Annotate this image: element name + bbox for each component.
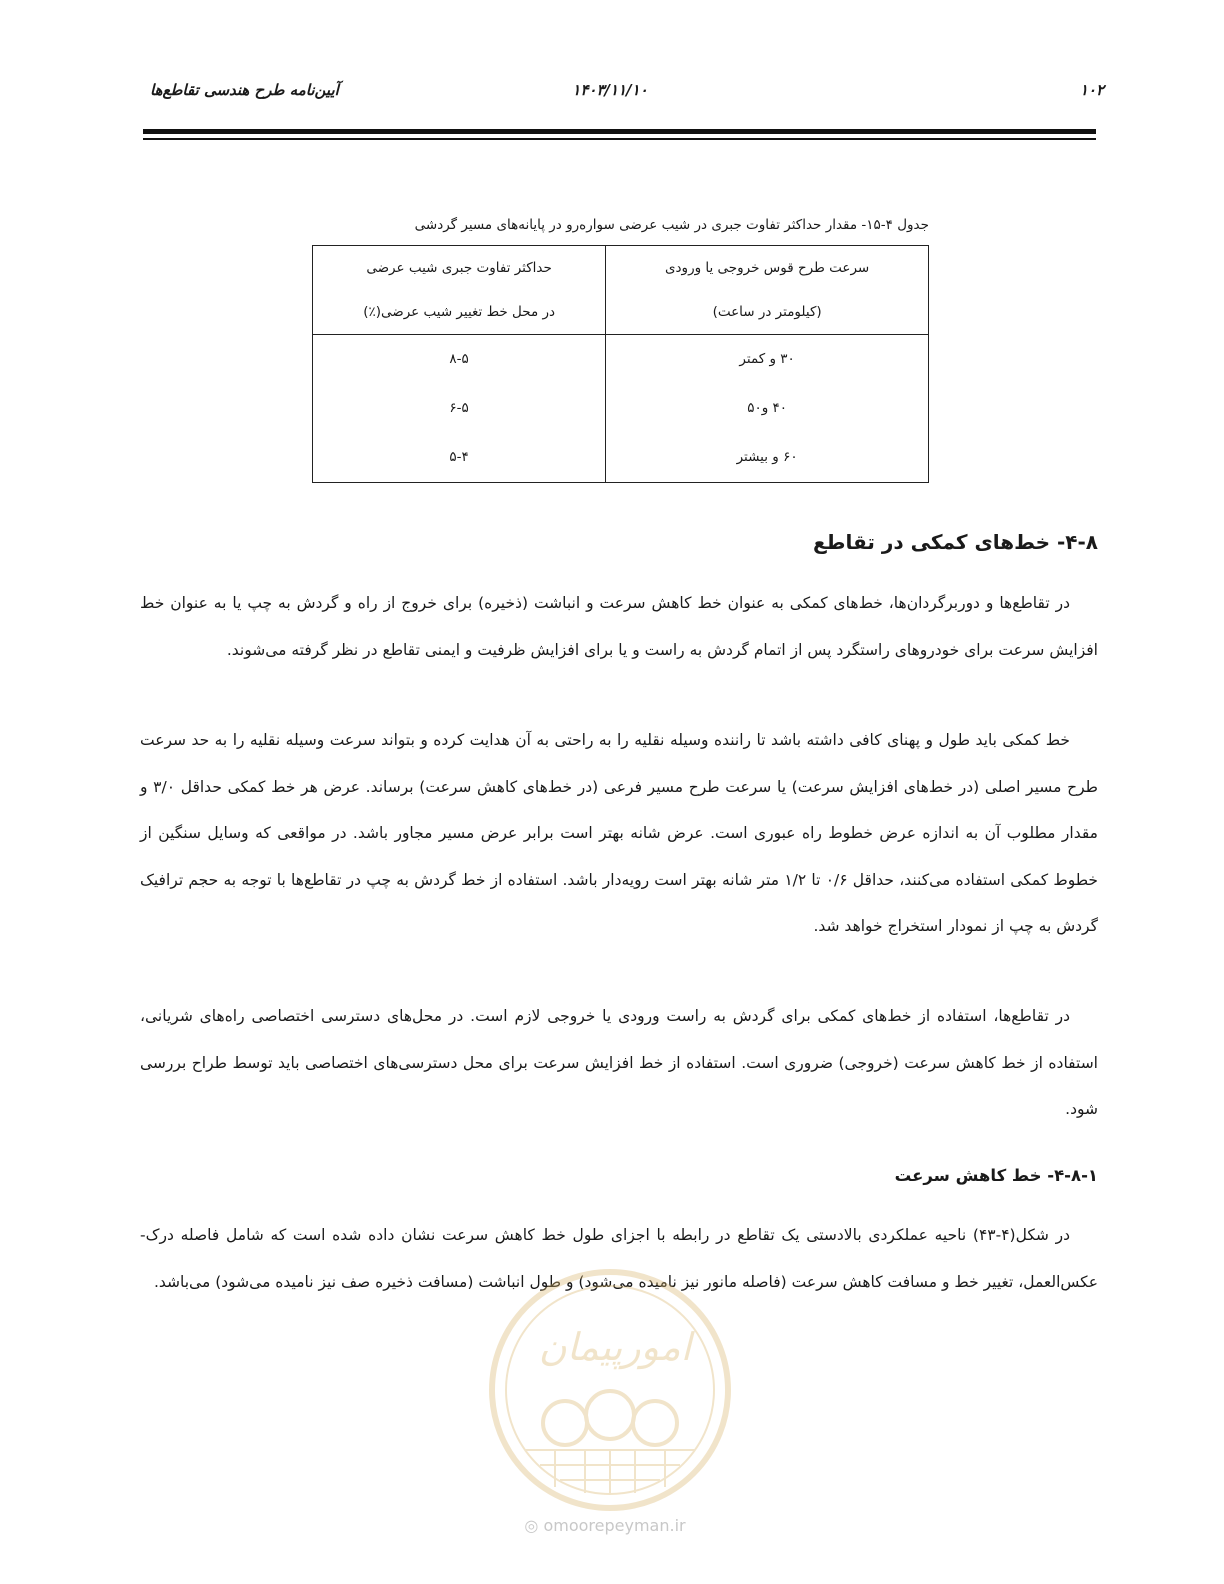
body-paragraph: در تقاطع‌ها، استفاده از خط‌های کمکی برای گردش به راست ورودی یا خروجی لازم است. در محل‌های دسترسی اختصاصی راه‌های شریانی، استفاده از خط کاهش سرعت (خروجی) ضروری است. استفاده از خط افزایش سرعت برای محل دسترسی‌های اختصاصی باید توسط طراح بررسی شود. <box>140 1007 1098 1118</box>
section-heading: ۴-۸- خط‌های کمکی در تقاطع <box>812 530 1098 554</box>
subsection-heading: ۴-۸-۱- خط کاهش سرعت <box>894 1166 1098 1185</box>
watermark-seal-text: امورپیمان <box>538 1325 692 1369</box>
speed-column-values <box>606 335 929 483</box>
table-cell-speed: ۴۰ و۵۰ <box>747 400 788 416</box>
page-number: ۱۰۲ <box>1079 81 1104 99</box>
table-cell-diff: ۵-۴ <box>449 449 469 465</box>
header-speed-line1: سرعت طرح قوس خروجی یا ورودی <box>664 260 870 276</box>
table-cell-diff: ۸-۵ <box>449 351 469 367</box>
table-cell-speed: ۶۰ و بیشتر <box>736 449 798 465</box>
body-paragraph: در تقاطع‌ها و دوربرگردان‌ها، خط‌های کمکی به عنوان خط کاهش سرعت و انباشت (ذخیره) برای خروج از راه و گردش به چپ یا به عنوان خط افزایش سرعت برای خودروهای راستگرد پس از اتمام گردش به راست و یا برای افزایش ظرفیت و ایمنی تقاطع در نظر گرفته می‌شوند. <box>140 594 1098 659</box>
body-paragraph: خط کمکی باید طول و پهنای کافی داشته باشد تا راننده وسیله نقلیه را به راحتی به آن هدایت کرده و بتواند سرعت وسیله نقلیه را به حد سرعت طرح مسیر اصلی (در خط‌های افزایش سرعت) یا سرعت طرح مسیر فرعی (در خط‌های کاهش سرعت) برساند. عرض هر خط کمکی حداقل ۳/۰ و مقدار مطلوب آن به اندازه عرض خطوط راه عبوری است. عرض شانه بهتر است برابر عرض مسیر مجاور باشد. در مواقعی که وسایل سنگین از خطوط کمکی استفاده می‌کنند، حداقل ۰/۶ تا ۱/۲ متر شانه بهتر است رویه‌دار باشد. استفاده از خط گردش به چپ در تقاطع‌ها با توجه به حجم ترافیک گردش به چپ از نمودار استخراج خواهد شد. <box>140 731 1098 935</box>
table-cell-diff: ۶-۵ <box>449 400 469 416</box>
diff-column-values <box>313 335 606 483</box>
watermark-seal-logo <box>485 1265 735 1515</box>
header-cell-diff <box>313 246 606 335</box>
header-cell-speed <box>606 246 929 335</box>
table-body-row <box>313 335 929 483</box>
header-diff-line1: حداکثر تفاوت جبری شیب عرضی <box>366 260 552 276</box>
running-header-date: ۱۴۰۳/۱۱/۱۰ <box>572 81 648 99</box>
header-rule-thin <box>143 138 1096 140</box>
cross-slope-table <box>312 245 929 483</box>
body-paragraph: در شکل(۴-۴۳) ناحیه عملکردی بالادستی یک تقاطع در رابطه با اجزای طول خط کاهش سرعت نشان داده شده است که شامل فاصله درک-عکس‌العمل، تغییر خط و مسافت کاهش سرعت (فاصله مانور نیز نامیده می‌شود) و طول انباشت (مسافت ذخیره صف نیز نامیده می‌شود) می‌باشد. <box>140 1226 1098 1291</box>
header-speed-line2: (کیلومتر در ساعت) <box>712 304 822 320</box>
watermark-url-text: omoorepeyman.ir <box>543 1516 686 1535</box>
header-diff-line2: در محل خط تغییر شیب عرضی(٪) <box>363 304 556 320</box>
table-caption: جدول ۴-۱۵- مقدار حداکثر تفاوت جبری در شیب عرضی سواره‌رو در پایانه‌های مسیر گردشی <box>414 217 929 233</box>
table-header-row <box>313 246 929 335</box>
running-header-title: آیین‌نامه طرح هندسی تقاطع‌ها <box>150 81 339 99</box>
header-rule-thick <box>143 129 1096 134</box>
watermark-url: ◎ omoorepeyman.ir <box>524 1516 686 1535</box>
table-cell-speed: ۳۰ و کمتر <box>739 351 795 367</box>
